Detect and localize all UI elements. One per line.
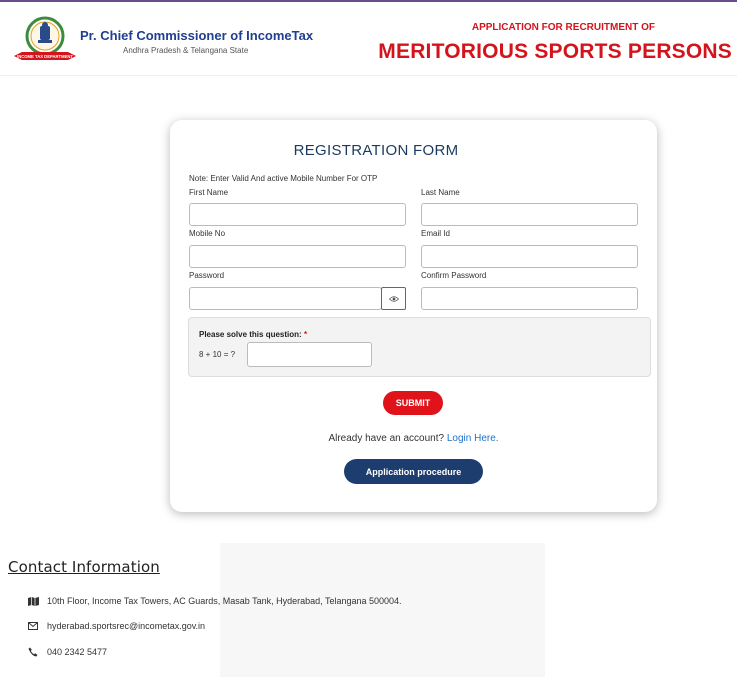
income-tax-emblem-logo bbox=[12, 14, 78, 68]
email-label: Email Id bbox=[421, 229, 450, 238]
mobile-input[interactable] bbox=[189, 245, 406, 268]
confirm-password-label: Confirm Password bbox=[421, 271, 487, 280]
application-title: MERITORIOUS SPORTS PERSONS bbox=[378, 40, 732, 63]
first-name-label: First Name bbox=[189, 188, 229, 197]
contact-address-row bbox=[27, 594, 402, 608]
contact-address: 10th Floor, Income Tax Towers, AC Guards, Masab Tank, Hyderabad, Telangana 500004. bbox=[47, 596, 402, 606]
last-name-input[interactable] bbox=[421, 203, 638, 226]
password-label: Password bbox=[189, 271, 225, 280]
otp-note: Note: Enter Valid And active Mobile Number For OTP bbox=[189, 174, 378, 183]
captcha-panel bbox=[188, 317, 651, 377]
map-icon bbox=[27, 595, 39, 607]
eye-icon bbox=[389, 295, 399, 303]
phone-icon bbox=[27, 646, 39, 658]
contact-phone[interactable]: 040 2342 5477 bbox=[47, 647, 108, 657]
contact-title: Contact Information bbox=[8, 558, 160, 576]
contact-email-row bbox=[27, 619, 205, 633]
contact-phone-row bbox=[27, 645, 107, 659]
faded-background-panel bbox=[220, 543, 545, 677]
captcha-question bbox=[199, 330, 307, 339]
toggle-password-visibility-button[interactable] bbox=[381, 287, 406, 310]
registration-card bbox=[170, 120, 657, 512]
form-title: REGISTRATION FORM bbox=[293, 142, 459, 159]
first-name-input[interactable] bbox=[189, 203, 406, 226]
confirm-password-input[interactable] bbox=[421, 287, 638, 310]
site-header bbox=[0, 2, 737, 76]
password-input[interactable] bbox=[189, 287, 382, 310]
required-mark: * bbox=[303, 330, 308, 339]
captcha-question-text: Please solve this question: bbox=[199, 330, 302, 339]
captcha-expression: 8 + 10 = ? bbox=[199, 350, 236, 359]
envelope-icon bbox=[27, 620, 39, 632]
email-input[interactable] bbox=[421, 245, 638, 268]
application-for-label: APPLICATION FOR RECRUITMENT OF bbox=[471, 22, 655, 33]
emblem-ribbon-text: INCOME TAX DEPARTMENT bbox=[17, 54, 73, 59]
contact-email[interactable]: hyderabad.sportsrec@incometax.gov.in bbox=[47, 621, 206, 631]
already-account-text: Already have an account? bbox=[328, 433, 445, 444]
org-subtitle: Andhra Pradesh & Telangana State bbox=[123, 46, 249, 55]
login-prompt bbox=[170, 433, 657, 444]
captcha-answer-input[interactable] bbox=[247, 342, 372, 367]
submit-button[interactable]: SUBMIT bbox=[383, 391, 443, 415]
login-link[interactable]: Login Here. bbox=[446, 433, 499, 444]
org-name: Pr. Chief Commissioner of IncomeTax bbox=[80, 28, 314, 43]
application-procedure-button[interactable]: Application procedure bbox=[344, 459, 483, 484]
mobile-label: Mobile No bbox=[189, 229, 226, 238]
last-name-label: Last Name bbox=[421, 188, 460, 197]
